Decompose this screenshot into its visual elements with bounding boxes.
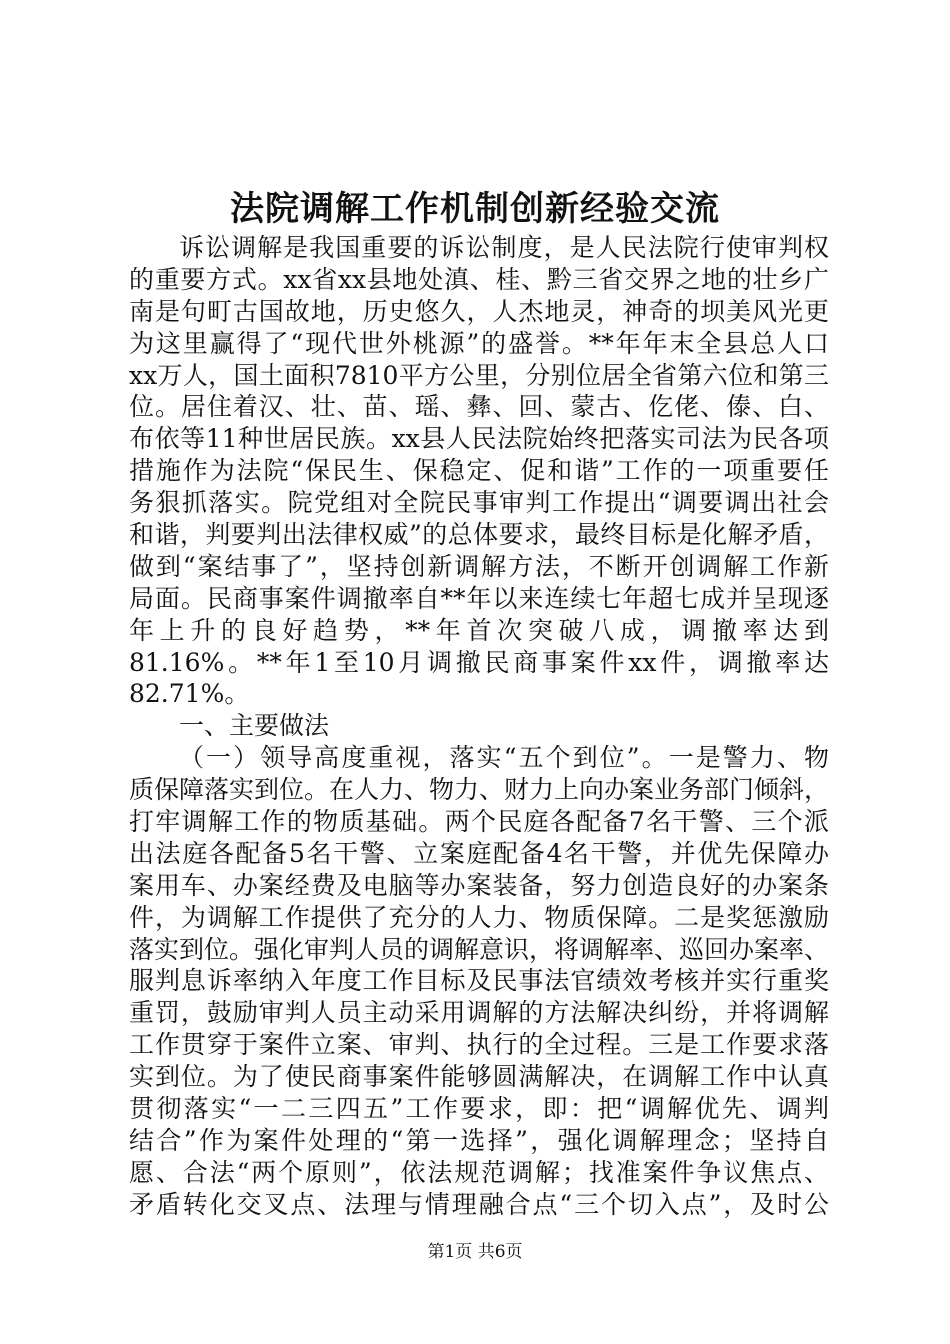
paragraph-line: 位。居住着汉、壮、苗、瑶、彝、回、蒙古、仡佬、傣、白、 <box>129 392 829 422</box>
document-title: 法院调解工作机制创新经验交流 <box>230 189 720 229</box>
paragraph-line: 愿、合法“两个原则”，依法规范调解；找准案件争议焦点、 <box>129 1157 829 1187</box>
page-number-footer: 第1页 共6页 <box>427 1242 523 1262</box>
paragraph-line: 质保障落实到位。在人力、物力、财力上向办案业务部门倾斜， <box>129 775 830 805</box>
paragraph-line: 结合”作为案件处理的“第一选择”，强化调解理念；坚持自 <box>129 1125 829 1155</box>
paragraph-line: 做到“案结事了”，坚持创新调解方法，不断开创调解工作新 <box>129 551 829 581</box>
paragraph-line: 局面。民商事案件调撤率自**年以来连续七年超七成并呈现逐 <box>129 583 829 613</box>
paragraph-line: 打牢调解工作的物质基础。两个民庭各配备7名干警、三个派 <box>129 807 829 837</box>
paragraph-line: 务狠抓落实。院党组对全院民事审判工作提出“调要调出社会 <box>129 488 829 518</box>
paragraph-line: 服判息诉率纳入年度工作目标及民事法官绩效考核并实行重奖 <box>129 966 829 996</box>
paragraph-line: 贯彻落实“一二三四五”工作要求，即：把“调解优先、调判 <box>129 1094 829 1124</box>
paragraph-line: 工作贯穿于案件立案、审判、执行的全过程。三是工作要求落 <box>129 1030 829 1060</box>
paragraph-line: 出法庭各配备5名干警、立案庭配备4名干警，并优先保障办 <box>129 838 829 868</box>
paragraph-line: 诉讼调解是我国重要的诉讼制度，是人民法院行使审判权 <box>179 233 829 262</box>
paragraph-line: （一）领导高度重视，落实“五个到位”。一是警力、物 <box>179 743 829 773</box>
paragraph-line: 件，为调解工作提供了充分的人力、物质保障。二是奖惩激励 <box>129 902 829 932</box>
paragraph-line: 措施作为法院“保民生、保稳定、促和谐”工作的一项重要任 <box>129 456 829 486</box>
paragraph-line: 南是句町古国故地，历史悠久，人杰地灵，神奇的坝美风光更 <box>129 296 829 326</box>
paragraph-line: 实到位。为了使民商事案件能够圆满解决，在调解工作中认真 <box>129 1062 829 1092</box>
paragraph-line: 重罚，鼓励审判人员主动采用调解的方法解决纠纷，并将调解 <box>129 998 829 1028</box>
paragraph-line: 81.16%。**年1至10月调撤民商事案件xx件，调撤率达 <box>129 647 829 677</box>
document-body <box>129 232 829 1221</box>
paragraph-line: 案用车、办案经费及电脑等办案装备，努力创造良好的办案条 <box>129 870 829 900</box>
paragraph-line: 年上升的良好趋势，**年首次突破八成，调撤率达到 <box>129 615 829 645</box>
paragraph-line: 为这里赢得了“现代世外桃源”的盛誉。**年年末全县总人口 <box>129 328 829 358</box>
section-heading: 一、主要做法 <box>179 711 330 741</box>
paragraph-line: 82.71%。 <box>129 679 250 709</box>
paragraph-line: 落实到位。强化审判人员的调解意识，将调解率、巡回办案率、 <box>129 934 830 964</box>
paragraph-line: xx万人，国土面积7810平方公里，分别位居全省第六位和第三 <box>129 360 829 390</box>
paragraph-line: 布依等11种世居民族。xx县人民法院始终把落实司法为民各项 <box>129 424 829 454</box>
paragraph-line: 和谐，判要判出法律权威”的总体要求，最终目标是化解矛盾， <box>129 520 829 550</box>
paragraph-line: 矛盾转化交叉点、法理与情理融合点“三个切入点”，及时公 <box>129 1189 829 1219</box>
paragraph-line: 的重要方式。xx省xx县地处滇、桂、黔三省交界之地的壮乡广 <box>129 264 829 294</box>
